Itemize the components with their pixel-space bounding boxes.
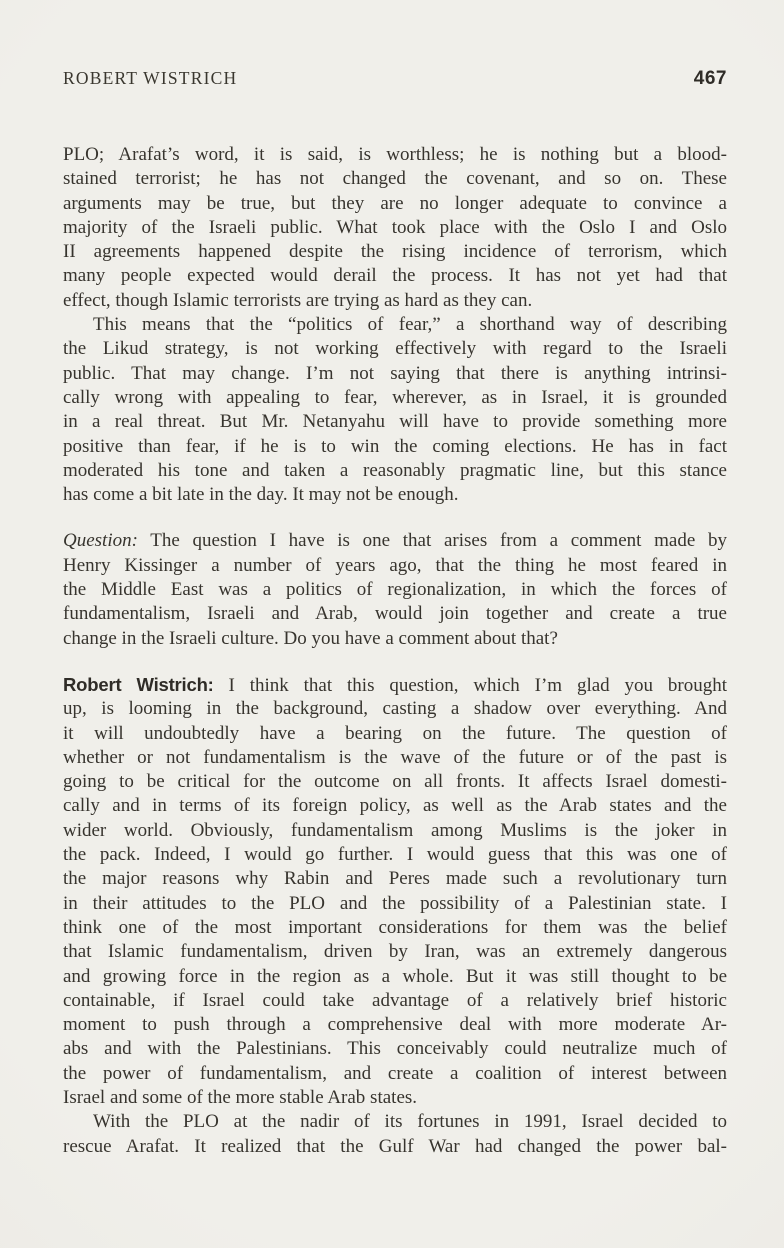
text-line: II agreements happened despite the rising incidence of terrorism, which xyxy=(63,241,727,263)
text-line: the Likud strategy, is not working effectively with regard to the Israeli xyxy=(63,338,727,360)
text-line: public. That may change. I’m not saying that there is anything intrinsi- xyxy=(63,362,727,384)
text-line: has come a bit late in the day. It may not be enough. xyxy=(63,484,459,506)
text-line: Question: The question I have is one that arises from a comment made by xyxy=(63,530,727,552)
text-line: the major reasons why Rabin and Peres made such a revolutionary turn xyxy=(63,868,727,890)
text-line: With the PLO at the nadir of its fortunes in 1991, Israel decided to xyxy=(93,1111,727,1133)
text-line: the power of fundamentalism, and create a coalition of interest between xyxy=(63,1062,727,1084)
text-line: it will undoubtedly have a bearing on the future. The question of xyxy=(63,722,727,744)
text-line: going to be critical for the outcome on all fronts. It affects Israel domesti- xyxy=(63,771,727,793)
text-line: in their attitudes to the PLO and the possibility of a Palestinian state. I xyxy=(63,892,727,914)
text-line: change in the Israeli culture. Do you have a comment about that? xyxy=(63,627,558,649)
text-line: whether or not fundamentalism is the wave of the future or of the past is xyxy=(63,746,727,768)
text-line: cally and in terms of its foreign policy, as well as the Arab states and the xyxy=(63,795,727,817)
paragraph xyxy=(63,673,727,1110)
text-line: positive than fear, if he is to win the coming elections. He has in fact xyxy=(63,435,727,457)
text-line: rescue Arafat. It realized that the Gulf War had changed the power bal- xyxy=(63,1135,727,1157)
text-line: effect, though Islamic terrorists are trying as hard as they can. xyxy=(63,289,533,311)
text-line: PLO; Arafat’s word, it is said, is worthless; he is nothing but a blood- xyxy=(63,144,727,165)
text-line: moderated his tone and taken a reasonably pragmatic line, but this stance xyxy=(63,459,727,481)
paragraph xyxy=(63,529,727,650)
text-line: and growing force in the region as a whole. But it was still thought to be xyxy=(63,965,727,987)
text-line: This means that the “politics of fear,” a shorthand way of describing xyxy=(93,314,727,336)
running-header xyxy=(63,68,727,90)
text-line: that Islamic fundamentalism, driven by Iran, was an extremely dangerous xyxy=(63,941,727,963)
text-line: the pack. Indeed, I would go further. I would guess that this was one of xyxy=(63,844,727,866)
question-label: Question: xyxy=(63,530,138,552)
text-line: up, is looming in the background, casting a shadow over everything. And xyxy=(63,698,727,720)
text-line: wider world. Obviously, fundamentalism among Muslims is the joker in xyxy=(63,819,727,841)
text-column xyxy=(63,143,727,1159)
text-line: abs and with the Palestinians. This conceivably could neutralize much of xyxy=(63,1038,727,1060)
text-line: many people expected would derail the process. It has not yet had that xyxy=(63,265,727,287)
text-line: Robert Wistrich: I think that this question, which I’m glad you brought xyxy=(63,673,727,696)
paragraph xyxy=(63,1110,727,1159)
text-line: think one of the most important considerations for them was the belief xyxy=(63,916,727,938)
paragraph xyxy=(63,313,727,507)
text-line: Israel and some of the more stable Arab states. xyxy=(63,1086,418,1108)
text-line: arguments may be true, but they are no longer adequate to convince a xyxy=(63,192,727,214)
text-line: stained terrorist; he has not changed the covenant, and so on. These xyxy=(63,168,727,190)
text-line: cally wrong with appealing to fear, wherever, as in Israel, it is grounded xyxy=(63,386,727,408)
text-line: the Middle East was a politics of regionalization, in which the forces of xyxy=(63,579,727,601)
text-line: in a real threat. But Mr. Netanyahu will have to provide something more xyxy=(63,411,727,433)
running-head-author: ROBERT WISTRICH xyxy=(63,68,238,88)
page-number: 467 xyxy=(693,68,727,89)
text-line: Henry Kissinger a number of years ago, that the thing he most feared in xyxy=(63,554,727,576)
text-line: fundamentalism, Israeli and Arab, would join together and create a true xyxy=(63,603,727,625)
paragraph xyxy=(63,143,727,313)
text-line: moment to push through a comprehensive deal with more moderate Ar- xyxy=(63,1014,727,1036)
text-line: majority of the Israeli public. What took place with the Oslo I and Oslo xyxy=(63,216,727,238)
speaker-label: Robert Wistrich: xyxy=(63,673,214,695)
text-line: containable, if Israel could take advantage of a relatively brief historic xyxy=(63,989,727,1011)
